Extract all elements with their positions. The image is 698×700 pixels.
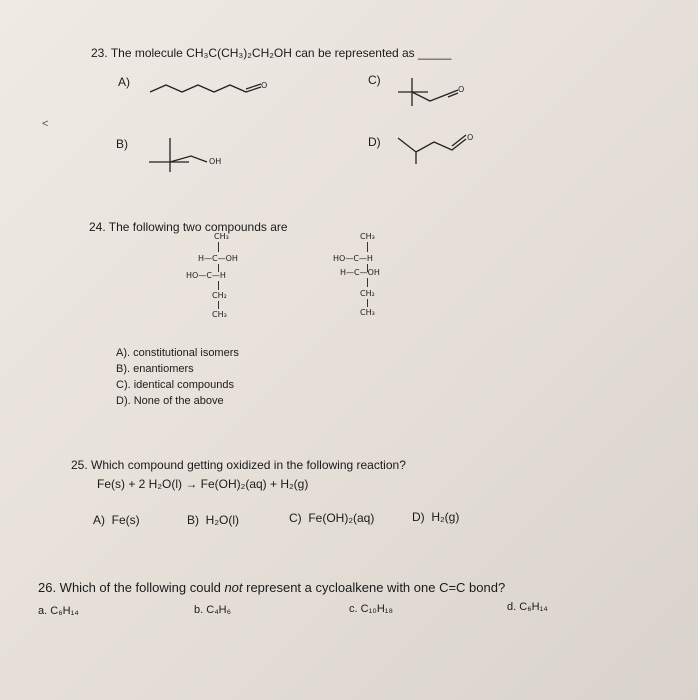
question-23-stem: The molecule CH₃C(CH₃)₂CH₂OH can be represented as _____ [110,46,452,60]
fischer-right-row-2: H—C—OH [340,268,380,277]
q24-choice-d: D). None of the above [116,395,224,407]
q25-choice-a [93,513,140,527]
fischer-left-top: CH₃ [214,232,229,241]
q25-choice-c-letter: C) [289,511,302,525]
question-25-reaction: Fe(s) + 2 H₂O(l) → Fe(OH)₂(aq) + H₂(g) [97,477,309,491]
question-26-stem [38,580,505,595]
option-c-atom: O [458,85,465,94]
fischer-right-bond [367,299,368,307]
fischer-left-row-1: H—C—OH [198,254,238,263]
option-c-label: C) [368,73,381,87]
fischer-left-bottom: CH₃ [212,310,227,319]
q25-choice-c [289,511,374,525]
fischer-left-row-3: CH₂ [212,291,227,300]
q24-choice-a: A). constitutional isomers [116,347,239,359]
option-a-label: A) [118,75,130,89]
option-a-atom: O [261,81,268,90]
q26-choice-a [38,605,79,617]
q26-choice-b [194,604,231,616]
option-b-atom: OH [209,157,222,166]
fischer-right-top: CH₃ [360,232,375,241]
fischer-right-bond [367,278,368,287]
q26-choice-d [507,601,548,613]
question-23-number: 23. [91,46,108,60]
question-26-stem-start: 26. Which of the following could [38,580,225,595]
q24-choice-b: B). enantiomers [116,363,194,375]
q25-choice-a-text: Fe(s) [111,513,140,527]
q25-choice-a-letter: A) [93,513,105,527]
q26-choice-c-letter: c. [349,603,358,615]
q25-choice-d-letter: D) [412,510,425,524]
q26-choice-d-letter: d. [507,601,517,613]
q25-choice-d-text: H₂(g) [431,510,460,524]
q25-choice-c-text: Fe(OH)₂(aq) [308,511,375,525]
q25-choice-b-letter: B) [187,513,199,527]
q26-choice-b-letter: b. [194,604,204,616]
q24-choice-c: C). identical compounds [116,379,235,391]
fischer-right-bond [367,242,368,252]
q26-choice-a-letter: a. [38,605,48,617]
question-26-stem-end: represent a cycloalkene with one C=C bond? [242,580,506,595]
fischer-left-bond [218,242,219,252]
option-a-structure [148,78,278,102]
q26-choice-c [349,603,393,615]
q26-choice-b-text: C₄H₆ [206,604,232,616]
fischer-left-bond [218,281,219,290]
option-b-label: B) [116,137,128,151]
option-b-structure [145,134,245,184]
question-23 [91,46,451,60]
question-25-stem: 25. Which compound getting oxidized in the following reaction? [71,458,406,472]
question-24-stem: 24. The following two compounds are [89,220,288,234]
q25-choice-d [412,510,459,524]
option-c-structure [394,74,474,114]
option-d-atom: O [467,133,474,142]
option-d-label: D) [368,135,381,149]
option-d-structure [396,132,486,172]
fischer-left-bond [218,301,219,309]
fischer-right-row-1: HO—C—H [333,254,373,263]
fischer-left-row-2: HO—C—H [186,271,226,280]
question-26-emphasis: not [224,580,243,595]
q26-choice-a-text: C₆H₁₄ [50,605,79,617]
margin-mark: < [42,118,49,130]
q25-choice-b [187,513,239,527]
q25-choice-b-text: H₂O(l) [205,513,239,527]
q26-choice-d-text: C₆H₁₄ [519,601,548,613]
q26-choice-c-text: C₁₀H₁₈ [360,603,394,615]
fischer-right-row-3: CH₂ [360,289,375,298]
fischer-right-bottom: CH₃ [360,308,375,317]
